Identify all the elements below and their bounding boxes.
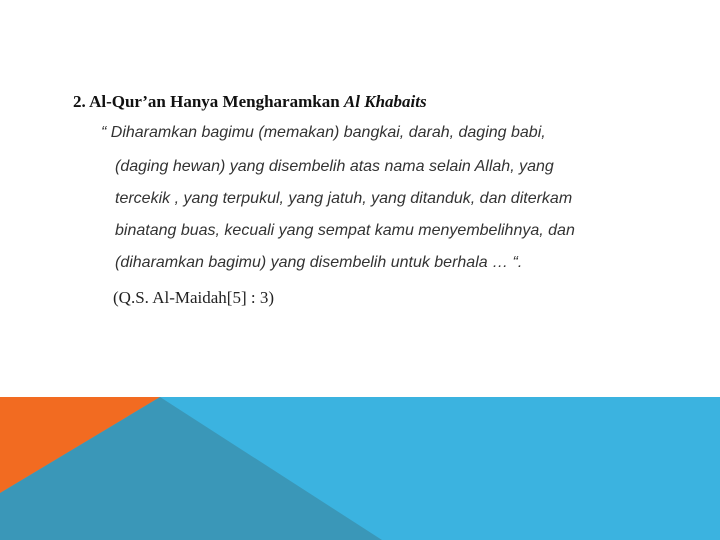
quote-line-4: binatang buas, kecuali yang sempat kamu menyembelihnya, dan xyxy=(115,222,575,239)
quote-line-2: (daging hewan) yang disembelih atas nama selain Allah, yang xyxy=(115,158,554,175)
verse-reference: (Q.S. Al-Maidah[5] : 3) xyxy=(113,288,275,307)
heading-text: Al-Qur’an Hanya Mengharamkan xyxy=(89,92,340,111)
heading-emphasis: Al Khabaits xyxy=(343,92,427,111)
quote-line-1: “ Diharamkan bagimu (memakan) bangkai, darah, daging babi, xyxy=(101,124,546,141)
section-heading xyxy=(73,92,427,112)
quote-line-5: (diharamkan bagimu) yang disembelih untuk berhala … “. xyxy=(115,254,523,271)
quote-line-3: tercekik , yang terpukul, yang jatuh, yang ditanduk, dan diterkam xyxy=(115,190,573,207)
heading-number: 2. xyxy=(73,92,86,111)
